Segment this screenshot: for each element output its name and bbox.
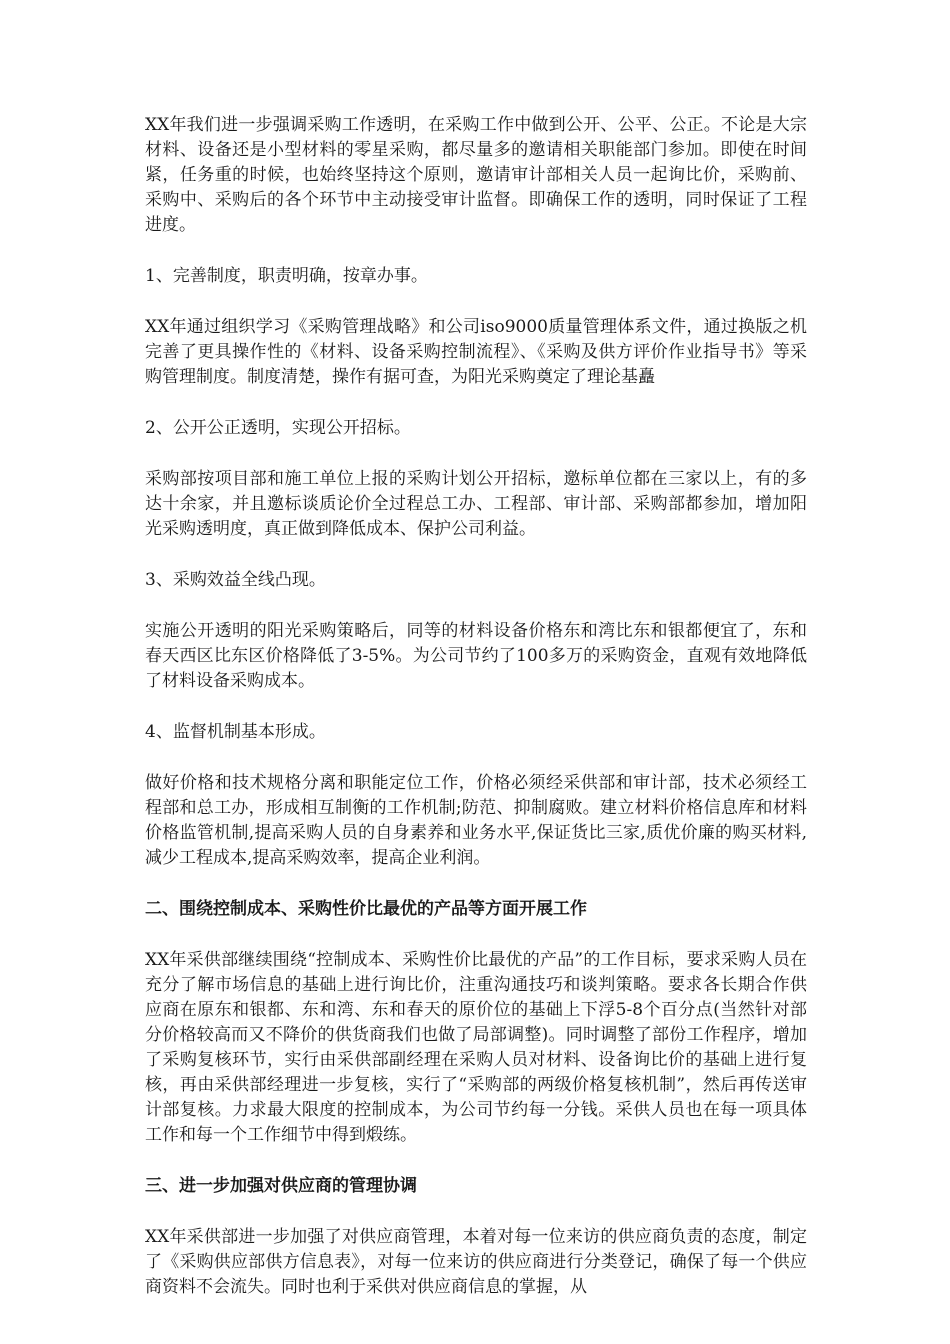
list-item-3: 3、采购效益全线凸现。 (145, 570, 326, 590)
paragraph-transparency: XX年我们进一步强调采购工作透明，在采购工作中做到公开、公平、公正。不论是大宗材料、设备还是小型材料的零星采购，都尽量多的邀请相关职能部门参加。即使在时间紧，任务重的时候，也始终坚持这个原则，邀请审计部相关人员一起询比价，采购前、采购中、采购后的各个环节中主动接受审计监督。即确保工作的透明，同时保证了工程进度。 (145, 115, 807, 235)
paragraph-benefits: 实施公开透明的阳光采购策略后，同等的材料设备价格东和湾比东和银都便宜了，东和春天西区比东区价格降低了3-5%。为公司节约了100多万的采购资金，直观有效地降低了材料设备采购成本。 (145, 621, 807, 691)
list-item-1: 1、完善制度，职责明确，按章办事。 (145, 266, 428, 286)
list-item-2: 2、公开公正透明，实现公开招标。 (145, 418, 411, 438)
paragraph-cost-control: XX年采供部继续围绕“控制成本、采购性价比最优的产品”的工作目标，要求采购人员在充分了解市场信息的基础上进行询比价，注重沟通技巧和谈判策略。要求各长期合作供应商在原东和银都、东和湾、东和春天的原价位的基础上下浮5-8个百分点(当然针对部分价格较高而又不降价的供货商我们也做了局部调整)。同时调整了部份工作程序，增加了采购复核环节，实行由采供部副经理在采购人员对材料、设备询比价的基础上进行复核，再由采供部经理进一步复核，实行了“采购部的两级价格复核机制”，然后再传送审计部复核。力求最大限度的控制成本，为公司节约每一分钱。采供人员也在每一项具体工作和每一个工作细节中得到煅练。 (145, 950, 807, 1145)
section-heading-3: 三、进一步加强对供应商的管理协调 (145, 1176, 417, 1196)
paragraph-bidding: 采购部按项目部和施工单位上报的采购计划公开招标，邀标单位都在三家以上，有的多达十余家，并且邀标谈质论价全过程总工办、工程部、审计部、采购部都参加，增加阳光采购透明度，真正做到降低成本、保护公司利益。 (145, 469, 807, 539)
list-item-4: 4、监督机制基本形成。 (145, 722, 326, 742)
paragraph-supplier: XX年采供部进一步加强了对供应商管理，本着对每一位来访的供应商负责的态度，制定了《采购供应部供方信息表》，对每一位来访的供应商进行分类登记，确保了每一个供应商资料不会流失。同时也利于采供对供应商信息的掌握，从 (145, 1227, 807, 1297)
paragraph-supervision: 做好价格和技术规格分离和职能定位工作，价格必须经采供部和审计部，技术必须经工程部和总工办，形成相互制衡的工作机制;防范、抑制腐败。建立材料价格信息库和材料价格监管机制,提高采购人员的自身素养和业务水平,保证货比三家,质优价廉的购买材料,减少工程成本,提高采购效率，提高企业利润。 (145, 773, 807, 868)
document-body (145, 113, 807, 1300)
paragraph-system: XX年通过组织学习《采购管理战略》和公司iso9000质量管理体系文件，通过换版之机完善了更具操作性的《材料、设备采购控制流程》、《采购及供方评价作业指导书》等采购管理制度。制度清楚，操作有据可查，为阳光采购奠定了理论基矗 (145, 317, 807, 387)
section-heading-2: 二、围绕控制成本、采购性价比最优的产品等方面开展工作 (145, 899, 587, 919)
